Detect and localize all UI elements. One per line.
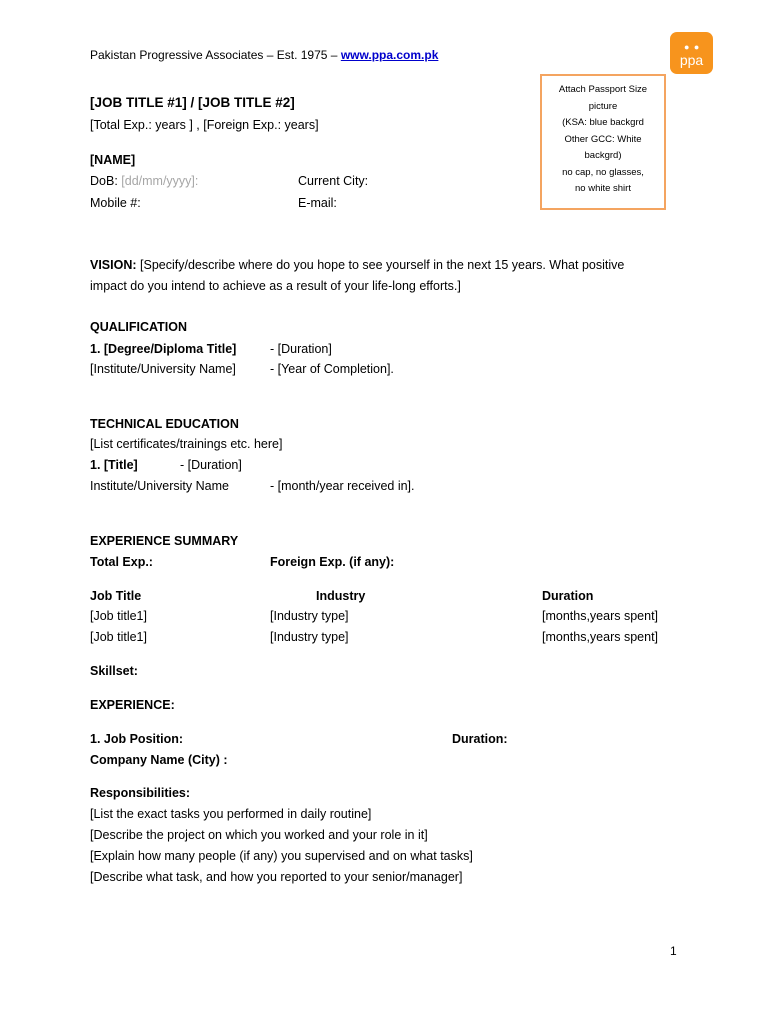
job-position-label: 1. Job Position:	[90, 732, 184, 746]
mobile-label: Mobile #:	[90, 196, 141, 210]
website-link[interactable]: www.ppa.com.pk	[340, 48, 439, 62]
qualification-institute: [Institute/University Name]	[90, 362, 236, 376]
degree-title: 1. [Degree/Diploma Title]	[90, 342, 237, 356]
vision-line-1	[90, 258, 624, 272]
dob-value: [dd/mm/yyyy]:	[121, 174, 199, 188]
summary-duration: [months,years spent]	[542, 630, 659, 644]
passport-photo-box	[540, 74, 666, 210]
skillset-label: Skillset:	[90, 664, 138, 678]
vision-label: VISION:	[90, 258, 137, 272]
header-line	[90, 48, 438, 62]
technical-list: [List certificates/trainings etc. here]	[90, 437, 283, 451]
foreign-exp-label: Foreign Exp. (if any):	[270, 555, 395, 569]
candidate-name: [NAME]	[90, 153, 136, 167]
summary-industry: [Industry type]	[270, 609, 349, 623]
summary-job-title: [Job title1]	[90, 609, 147, 623]
degree-duration: - [Duration]	[270, 342, 332, 356]
summary-industry: [Industry type]	[270, 630, 349, 644]
technical-heading: TECHNICAL EDUCATION	[90, 417, 239, 431]
responsibility-item: [Describe what task, and how you reported to your senior/manager]	[90, 870, 463, 884]
column-header-industry: Industry	[316, 589, 366, 603]
job-titles: [JOB TITLE #1] / [JOB TITLE #2]	[90, 95, 295, 110]
total-exp-label: Total Exp.:	[90, 555, 153, 569]
duration-label: Duration:	[452, 732, 508, 746]
responsibility-item: [Explain how many people (if any) you supervised and on what tasks]	[90, 849, 473, 863]
summary-duration: [months,years spent]	[542, 609, 659, 623]
dob-row	[90, 174, 198, 188]
summary-job-title: [Job title1]	[90, 630, 147, 644]
photo-line: Attach Passport Size	[558, 84, 648, 95]
experience-summary-heading: EXPERIENCE SUMMARY	[90, 534, 239, 548]
vision-text-2: impact do you intend to achieve as a result of your life-long efforts.]	[90, 279, 461, 293]
technical-institute: Institute/University Name	[90, 479, 229, 493]
technical-received: - [month/year received in].	[270, 479, 415, 493]
photo-line: backgrd)	[584, 150, 622, 161]
photo-line: no cap, no glasses,	[562, 166, 644, 178]
org-text: Pakistan Progressive Associates – Est. 1975 –	[90, 48, 338, 62]
photo-line: Other GCC: White	[564, 133, 642, 145]
responsibilities-label: Responsibilities:	[90, 786, 191, 800]
photo-line: (KSA: blue backgrd	[562, 117, 644, 128]
company-name-label: Company Name (City) :	[90, 753, 228, 767]
photo-line: no white shirt	[575, 183, 631, 194]
qualification-year: - [Year of Completion].	[270, 362, 394, 376]
experience-heading: EXPERIENCE:	[90, 698, 175, 712]
current-city-label: Current City:	[298, 174, 369, 188]
experience-years: [Total Exp.: years ] , [Foreign Exp.: years]	[90, 118, 319, 132]
responsibility-item: [Describe the project on which you worked and your role in it]	[90, 828, 428, 842]
technical-title: 1. [Title]	[90, 458, 138, 472]
qualification-heading: QUALIFICATION	[90, 320, 187, 334]
vision-text-1: [Specify/describe where do you hope to see yourself in the next 15 years. What positive	[140, 258, 625, 272]
email-label: E-mail:	[298, 196, 337, 210]
dob-label: DoB:	[90, 174, 118, 188]
column-header-job-title: Job Title	[90, 589, 142, 603]
ppa-logo-icon: ● ● ppa	[670, 32, 713, 74]
logo-mark: ppa	[679, 52, 704, 68]
technical-duration: - [Duration]	[180, 458, 242, 472]
page-number: 1	[670, 944, 677, 958]
photo-line: picture	[588, 100, 618, 112]
column-header-duration: Duration	[542, 589, 594, 603]
responsibility-item: [List the exact tasks you performed in daily routine]	[90, 807, 372, 821]
